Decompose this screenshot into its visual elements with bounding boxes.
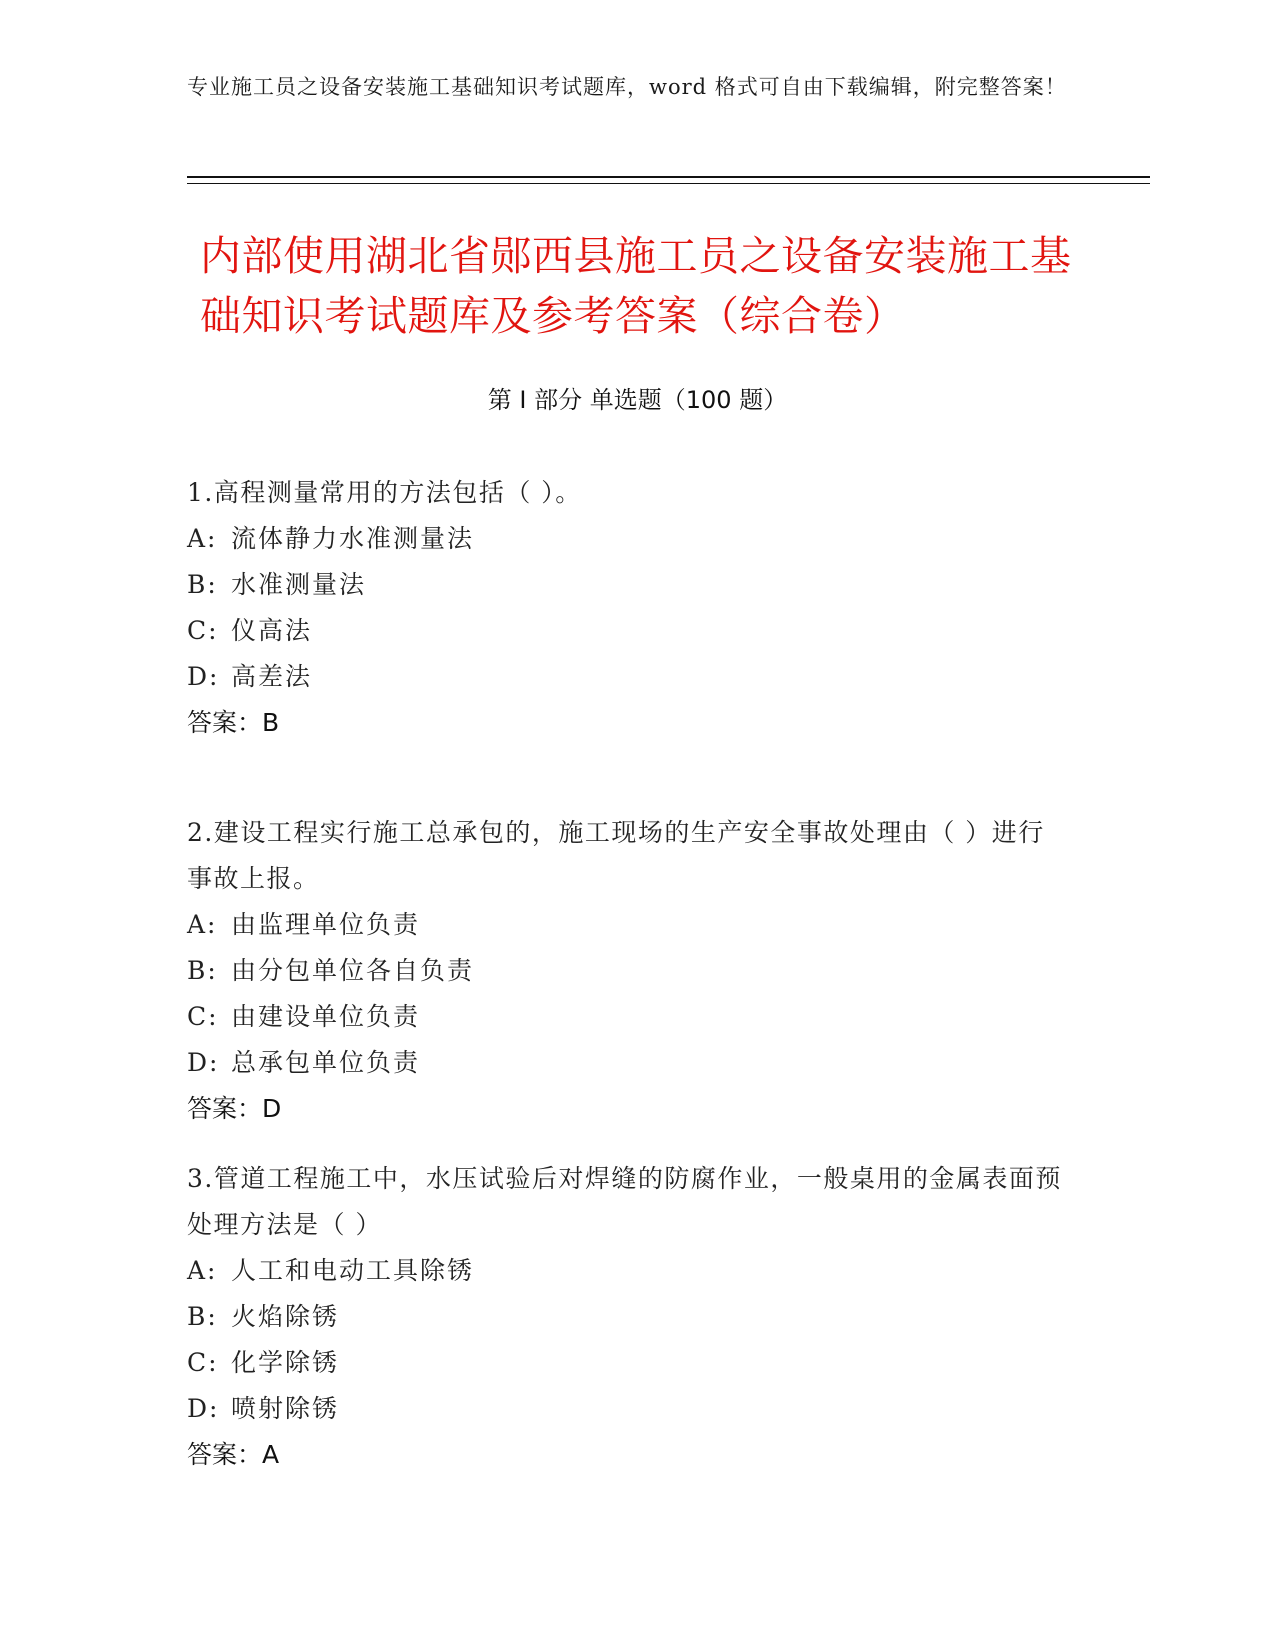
option-d <box>187 1040 1067 1086</box>
option-d <box>187 654 1067 700</box>
option-d <box>187 1386 1067 1432</box>
option-a <box>187 902 1067 948</box>
option-text: 火焰除锈 <box>231 1302 340 1331</box>
question-2 <box>187 810 1067 1132</box>
option-c <box>187 1340 1067 1386</box>
option-c <box>187 994 1067 1040</box>
option-letter: B: <box>187 1302 218 1331</box>
option-c <box>187 608 1067 654</box>
option-a <box>187 1248 1067 1294</box>
answer-line: 答案：A <box>187 1440 280 1469</box>
question-3 <box>187 1156 1067 1478</box>
option-a <box>187 516 1067 562</box>
question-stem: 2.建设工程实行施工总承包的，施工现场的生产安全事故处理由（ ）进行事故上报。 <box>187 818 1045 893</box>
option-b <box>187 1294 1067 1340</box>
section-heading: 第 I 部分 单选题（100 题） <box>487 386 788 414</box>
option-text: 由监理单位负责 <box>231 910 421 939</box>
option-text: 喷射除锈 <box>231 1394 340 1423</box>
option-text: 化学除锈 <box>231 1348 340 1377</box>
option-text: 由分包单位各自负责 <box>231 956 475 985</box>
option-text: 人工和电动工具除锈 <box>231 1256 475 1285</box>
option-letter: A: <box>187 524 218 553</box>
option-text: 仪高法 <box>231 616 313 645</box>
option-text: 由建设单位负责 <box>231 1002 421 1031</box>
option-letter: D: <box>187 1394 220 1423</box>
option-letter: C: <box>187 1348 219 1377</box>
option-text: 高差法 <box>231 662 313 691</box>
option-text: 水准测量法 <box>231 570 367 599</box>
document-title: 内部使用湖北省郧西县施工员之设备安装施工基础知识考试题库及参考答案（综合卷） <box>200 232 1072 340</box>
answer-line: 答案：B <box>187 708 280 737</box>
option-b <box>187 948 1067 994</box>
question-stem: 1.高程测量常用的方法包括（ ）。 <box>187 478 582 507</box>
option-letter: B: <box>187 570 218 599</box>
option-letter: A: <box>187 910 218 939</box>
option-b <box>187 562 1067 608</box>
option-letter: D: <box>187 1048 220 1077</box>
header-divider-thick <box>187 176 1150 178</box>
header-note: 专业施工员之设备安装施工基础知识考试题库，word 格式可自由下载编辑，附完整答案！ <box>187 75 1067 99</box>
question-stem: 3.管道工程施工中，水压试验后对焊缝的防腐作业，一般桌用的金属表面预处理方法是（ ） <box>187 1164 1062 1239</box>
option-letter: C: <box>187 616 219 645</box>
option-letter: D: <box>187 662 220 691</box>
question-1 <box>187 470 1067 746</box>
header-divider-thin <box>187 183 1150 184</box>
option-letter: C: <box>187 1002 219 1031</box>
option-text: 总承包单位负责 <box>231 1048 421 1077</box>
option-text: 流体静力水准测量法 <box>231 524 475 553</box>
option-letter: A: <box>187 1256 218 1285</box>
answer-line: 答案：D <box>187 1094 282 1123</box>
option-letter: B: <box>187 956 218 985</box>
